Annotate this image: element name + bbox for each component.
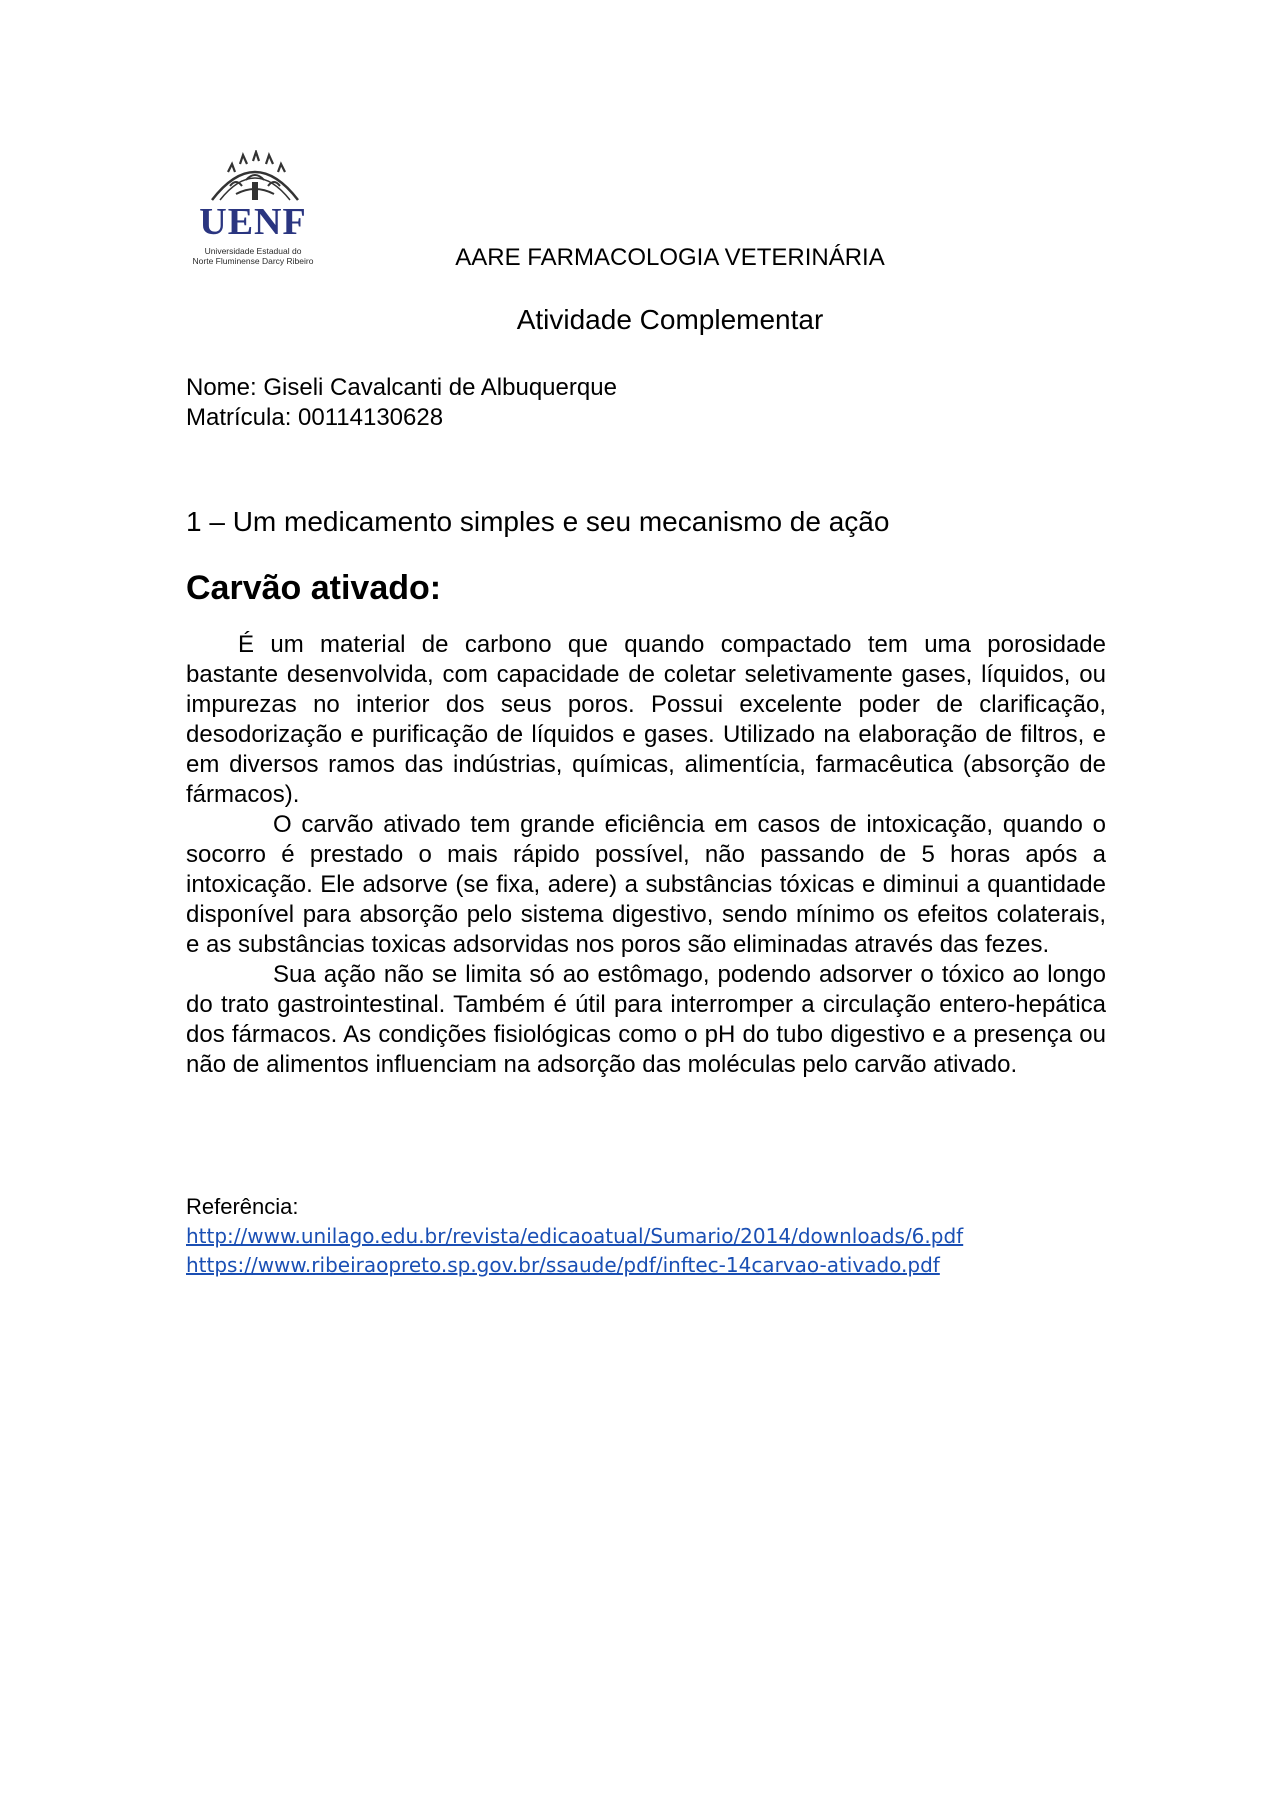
student-name: Nome: Giseli Cavalcanti de Albuquerque: [186, 374, 617, 401]
question-title: 1 – Um medicamento simples e seu mecanismo de ação: [186, 506, 890, 537]
logo-wordmark: UENF: [199, 201, 307, 243]
paragraph-1: É um material de carbono que quando compactado tem uma porosidade bastante desenvolvida, com capacidade de coletar seletivamente gases, líquidos, ou impurezas no interior dos seus poros. Possui excelente poder de clarificação, desodorização e purificação de líquidos e gases. Utilizado na elaboração de filtros, e em diversos ramos das indústrias, químicas, alimentícia, farmacêutica (absorção de fármacos).: [186, 631, 1106, 808]
uenf-emblem-icon: [200, 150, 310, 204]
course-title: AARE FARMACOLOGIA VETERINÁRIA: [455, 244, 885, 271]
student-registration: Matrícula: 00114130628: [186, 404, 444, 431]
paragraph-3: Sua ação não se limita só ao estômago, podendo adsorver o tóxico ao longo do trato gastrointestinal. Também é útil para interromper a circulação entero-hepática dos fármacos. As condições fisiológicas como o pH do tubo digestivo e a presença ou não de alimentos influenciam na adsorção das moléculas pelo carvão ativado.: [186, 961, 1106, 1078]
uenf-logo: [180, 150, 326, 270]
student-info: [186, 373, 1086, 433]
logo-subtitle-line1: Universidade Estadual do: [204, 246, 302, 256]
reference-link-2[interactable]: https://www.ribeiraopreto.sp.gov.br/ssaude/pdf/inftec-14carvao-ativado.pdf: [186, 1253, 940, 1277]
references-section: [186, 1192, 1146, 1280]
paragraph-2: O carvão ativado tem grande eficiência em casos de intoxicação, quando o socorro é prestado o mais rápido possível, não passando de 5 horas após a intoxicação. Ele adsorve (se fixa, adere) a substâncias tóxicas e diminui a quantidade disponível para absorção pelo sistema digestivo, sendo mínimo os efeitos colaterais, e as substâncias toxicas adsorvidas nos poros são eliminadas através das fezes.: [186, 811, 1106, 958]
activity-title: Atividade Complementar: [516, 304, 824, 335]
references-label: Referência:: [186, 1194, 299, 1219]
body-text: [186, 630, 1106, 1080]
reference-link-1[interactable]: http://www.unilago.edu.br/revista/edicaoatual/Sumario/2014/downloads/6.pdf: [186, 1224, 964, 1248]
section-heading: Carvão ativado:: [186, 569, 442, 607]
logo-subtitle: [180, 246, 326, 266]
logo-subtitle-line2: Norte Fluminense Darcy Ribeiro: [192, 256, 314, 266]
